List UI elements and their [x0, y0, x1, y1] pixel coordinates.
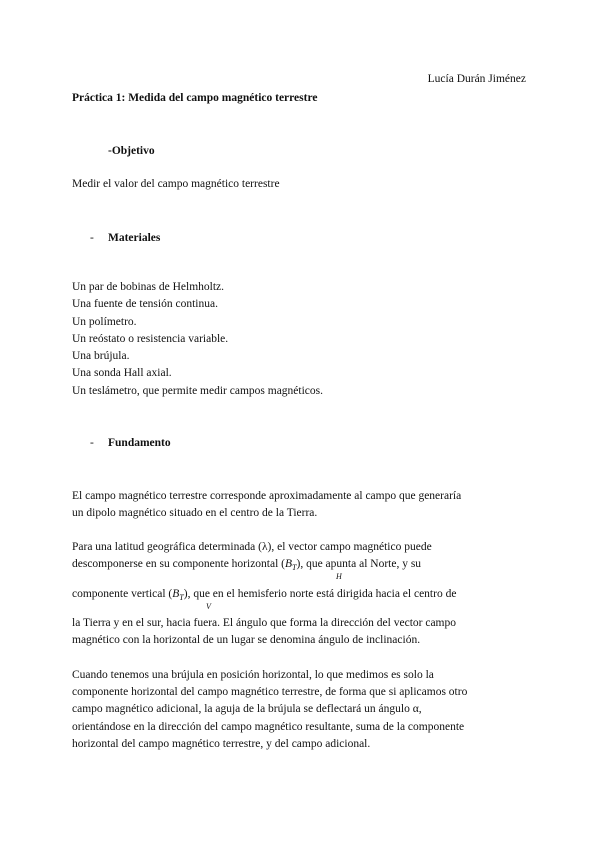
list-item: Una fuente de tensión continua.	[72, 298, 218, 310]
list-item: Un reóstato o resistencia variable.	[72, 333, 229, 345]
bullet-dash: -	[90, 232, 94, 244]
objetivo-text: Medir el valor del campo magnético terrestre	[72, 178, 280, 190]
text-fragment: descomponerse en su componente horizontal (	[72, 558, 286, 570]
section-heading-objetivo: -Objetivo	[108, 145, 155, 157]
page-title: Práctica 1: Medida del campo magnético terrestre	[72, 92, 318, 104]
list-item: Un par de bobinas de Helmholtz.	[72, 281, 225, 293]
math-subscript-t: T	[292, 563, 297, 572]
math-subscript-v: V	[206, 602, 211, 611]
math-subscript-t: T	[179, 593, 184, 602]
text-fragment: componente vertical (	[72, 588, 173, 600]
list-item: Una brújula.	[72, 350, 130, 362]
section-heading-materiales: Materiales	[108, 232, 161, 244]
math-subscript-h: H	[336, 572, 342, 581]
paragraph-line: campo magnético adicional, la aguja de la brújula se deflectará un ángulo α,	[72, 703, 422, 715]
math-symbol-b: B	[172, 588, 180, 600]
paragraph-line: Cuando tenemos una brújula en posición horizontal, lo que medimos es solo la	[72, 669, 434, 681]
section-heading-fundamento: Fundamento	[108, 437, 171, 449]
list-item: Un teslámetro, que permite medir campos magnéticos.	[72, 385, 324, 397]
paragraph-line: magnético con la horizontal de un lugar se denomina ángulo de inclinación.	[72, 634, 421, 646]
list-item: Un polímetro.	[72, 316, 137, 328]
text-fragment: ), que apunta al Norte, y su	[296, 558, 422, 570]
paragraph-line: orientándose en la dirección del campo magnético resultante, suma de la componente	[72, 721, 465, 733]
bullet-dash: -	[90, 437, 94, 449]
text-fragment: ), que en el hemisferio norte está dirigida hacia el centro de	[183, 588, 457, 600]
paragraph-line: Para una latitud geográfica determinada (λ), el vector campo magnético puede	[72, 541, 432, 553]
list-item: Una sonda Hall axial.	[72, 367, 172, 379]
paragraph-line-with-math	[72, 558, 421, 570]
author-name: Lucía Durán Jiménez	[427, 73, 526, 85]
paragraph-line: un dipolo magnético situado en el centro de la Tierra.	[72, 507, 318, 519]
paragraph-line-with-math	[72, 588, 456, 600]
paragraph-line: El campo magnético terrestre corresponde aproximadamente al campo que generaría	[72, 490, 462, 502]
paragraph-line: componente horizontal del campo magnético terrestre, de forma que si aplicamos otro	[72, 686, 468, 698]
math-symbol-b: B	[285, 558, 293, 570]
paragraph-line: horizontal del campo magnético terrestre, y del campo adicional.	[72, 738, 371, 750]
paragraph-line: la Tierra y en el sur, hacia fuera. El ángulo que forma la dirección del vector campo	[72, 617, 456, 629]
